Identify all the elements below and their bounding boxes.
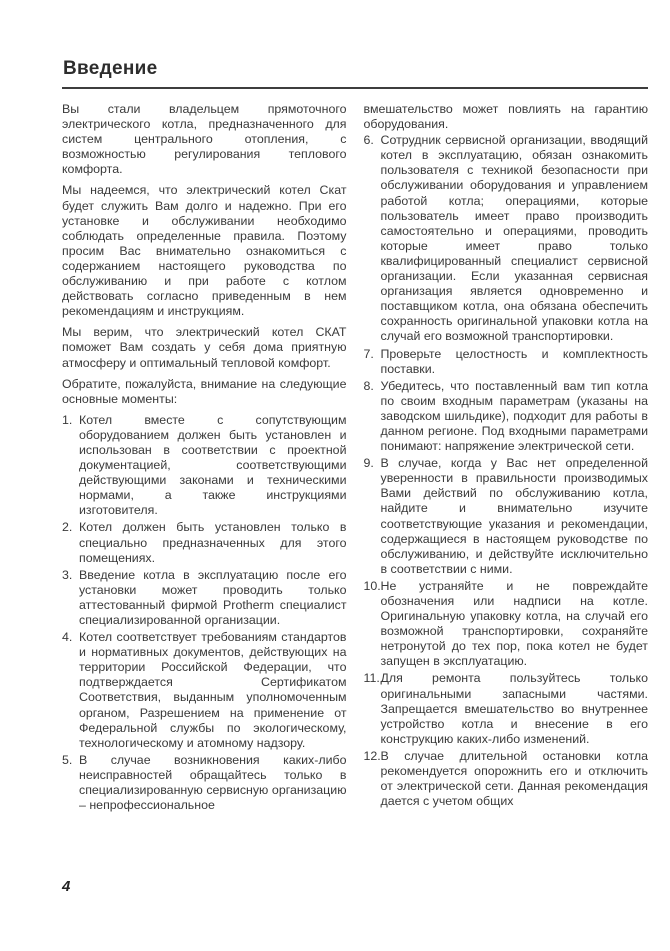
list-item-number: 1. <box>62 412 73 427</box>
page-title: Введение <box>62 58 648 89</box>
list-item-number: 5. <box>62 752 73 767</box>
list-item-number: 9. <box>363 456 374 471</box>
paragraph-continuation: вмешательство может повлиять на гарантию оборудования. <box>363 102 648 132</box>
two-column-layout <box>62 102 648 815</box>
list-item <box>62 568 347 628</box>
list-item-text: Введение котла в эксплуатацию после его установки может проводить только аттестованный фирмой Protherm специалист специализированной организации. <box>79 567 347 627</box>
list-item-text: Котел соответствует требованиям стандартов и нормативных документов, действующих на территории Российской Федерации, что подтверждается Сертификатом Соответствия, выданным уполномоченным органом, Разрешением на применение от Федеральной службы по экологическому, технологическому и атомному надзору. <box>79 630 347 750</box>
list-item-text: Котел должен быть установлен только в специально предназначенных для этого помещениях. <box>79 520 347 565</box>
list-item <box>364 379 649 454</box>
list-item-number: 12. <box>363 748 381 763</box>
list-item-number: 8. <box>363 378 374 393</box>
list-item <box>62 753 347 813</box>
page-number: 4 <box>62 878 71 895</box>
list-item-number: 10. <box>363 578 381 593</box>
paragraph-intro-2: Мы надеемся, что электрический котел Скат будет служить Вам долго и надежно. При его установке и обслуживании необходимо соблюдать определенные правила. Поэтому просим Вас внимательно ознакомиться с содержанием настоящего руководства по обслуживанию и при работе с котлом действовать согласно приведенным в нем рекомендациям и инструкциям. <box>62 183 347 319</box>
list-item-text: Не устраняйте и не повреждайте обозначения или надписи на котле. Оригинальную упаковку котла, на случай его возможной транспортировки, сохраняйте нетронутой до тех пор, пока котел не будет запущен в эксплуатацию. <box>380 578 648 669</box>
list-item-text: Убедитесь, что поставленный вам тип котла по своим входным параметрам (указаны на заводском шильдике), подходит для работы в данном регионе. Под входными параметрами понимают: напряжение электрической сети. <box>380 378 648 454</box>
list-item <box>62 520 347 565</box>
list-item <box>62 413 347 519</box>
list-item-text: В случае, когда у Вас нет определенной уверенности в правильности производимых Вами действий по обслуживанию котла, найдите и внимательно изучите соответствующие указания и рекомендации, содержащиеся в настоящем руководстве по обслуживанию, и действуйте исключительно в соответствии с ними. <box>380 456 648 576</box>
list-item-text: В случае возникновения каких-либо неисправностей обращайтесь только в специализированную сервисную организацию – непрофессиональное <box>79 752 347 813</box>
left-column <box>62 102 347 815</box>
list-item <box>364 456 649 577</box>
list-item-number: 4. <box>62 630 73 645</box>
paragraph-intro-3: Мы верим, что электрический котел СКАТ поможет Вам создать у себя дома приятную атмосферу и оптимальный тепловой комфорт. <box>62 325 347 370</box>
list-item-number: 7. <box>363 346 374 361</box>
paragraph-intro-1: Вы стали владельцем прямоточного электрического котла, предназначенного для систем центрального отопления, с возможностью регулирования теплового комфорта. <box>62 102 347 177</box>
list-item <box>364 749 649 809</box>
paragraph-intro-4: Обратите, пожалуйста, внимание на следующие основные моменты: <box>62 376 347 406</box>
page-content <box>62 58 648 815</box>
list-item-number: 6. <box>363 133 374 148</box>
list-item-number: 2. <box>62 520 73 535</box>
list-item-text: Для ремонта пользуйтесь только оригинальными запасными частями. Запрещается вмешательство во внутреннее устройство котла и внесение в его конструкцию каких-либо изменений. <box>380 671 648 746</box>
list-item-text: В случае длительной остановки котла рекомендуется опорожнить его и отключить от электрической сети. Данная рекомендация дается с учетом общих <box>380 748 648 809</box>
list-item-number: 3. <box>62 567 73 582</box>
list-item-text: Проверьте целостность и комплектность поставки. <box>380 346 648 376</box>
list-item <box>364 347 649 377</box>
list-item-number: 11. <box>363 671 380 686</box>
right-column <box>364 102 649 815</box>
list-item <box>364 133 649 344</box>
list-item <box>364 671 649 746</box>
list-item <box>364 579 649 670</box>
list-item-text: Сотрудник сервисной организации, вводящий котел в эксплуатацию, обязан ознакомить пользователя с техникой безопасности при обслуживании оборудования и управлением работой котла; операциями, которые пользователь имеет право производить самостоятельно и операциями, проводить которые имеет право только квалифицированный специалист сервисной организации. Если указанная сервисная организация является одновременно и поставщиком котла, она обязана обеспечить сохранность оригинальной упаковки котла на случай его возможной транспортировки. <box>380 133 648 344</box>
list-item <box>62 630 347 751</box>
list-item-text: Котел вместе с сопутствующим оборудованием должен быть установлен и использован в соответствии с проектной документацией, соответствующими действующими законами и техническими нормами, а также инструкциями изготовителя. <box>79 412 347 518</box>
